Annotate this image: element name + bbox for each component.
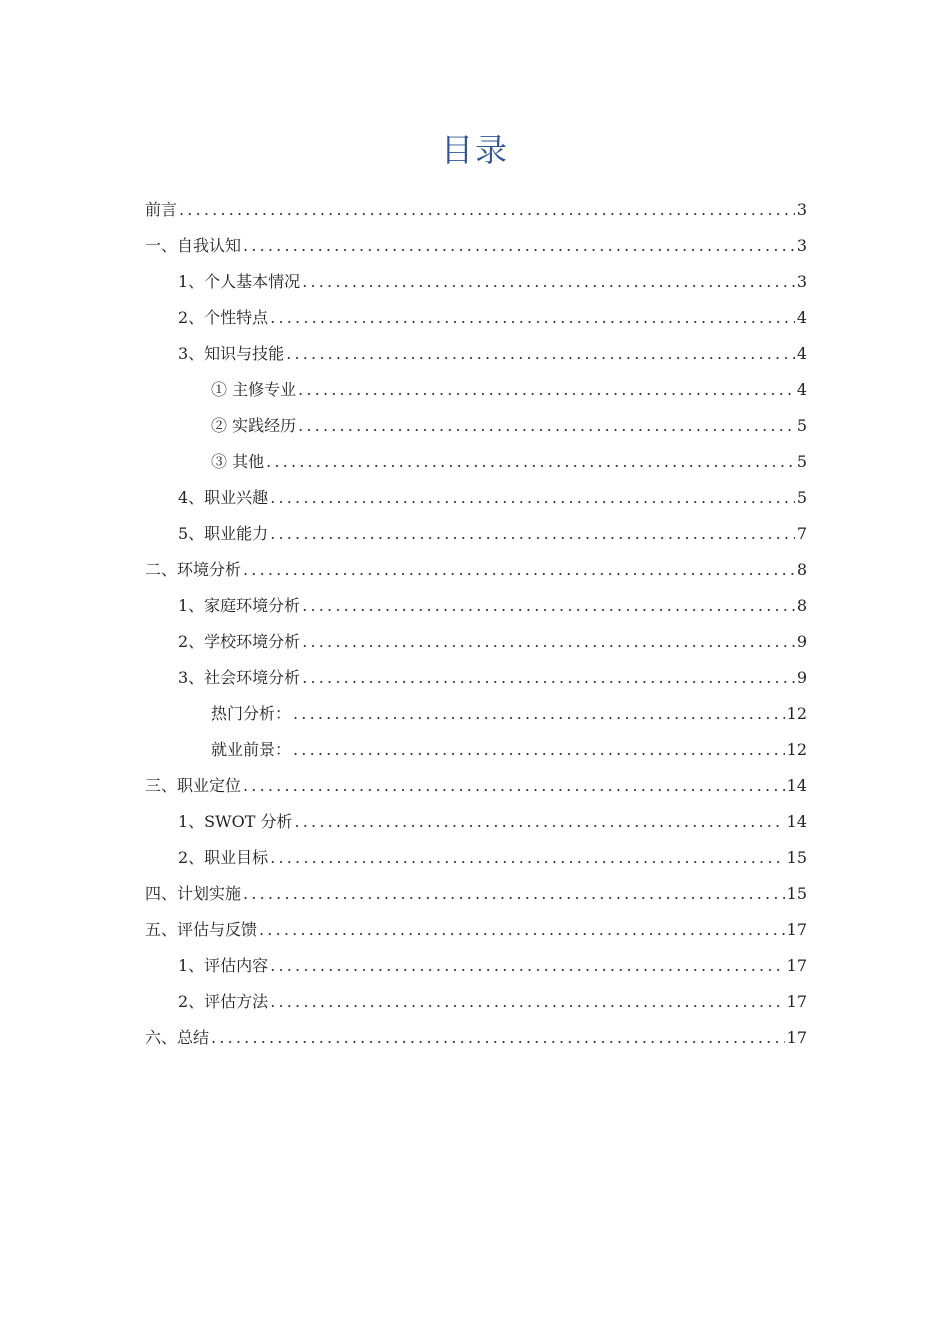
- toc-entry-hot-analysis[interactable]: [145, 694, 807, 730]
- toc-entry-personality[interactable]: [145, 298, 807, 334]
- toc-entry-label: ③ 其他: [211, 452, 265, 471]
- toc-dot-leader: [302, 272, 795, 292]
- toc-entry-evaluation-method[interactable]: [145, 982, 807, 1018]
- toc-dot-leader: [243, 776, 785, 796]
- toc-entry-family-environment[interactable]: [145, 586, 807, 622]
- toc-dot-leader: [286, 344, 795, 364]
- toc-page-number: 8: [796, 560, 807, 579]
- toc-page-number: 14: [786, 776, 807, 795]
- toc-dot-leader: [270, 956, 784, 976]
- toc-entry-label: 1、家庭环境分析: [178, 596, 301, 615]
- toc-entry-label: 3、知识与技能: [178, 344, 285, 363]
- toc-entry-label: 4、职业兴趣: [178, 488, 269, 507]
- toc-dot-leader: [259, 920, 785, 940]
- toc-page-number: 15: [786, 848, 807, 867]
- toc-entry-plan-implementation[interactable]: [145, 874, 807, 910]
- toc-entry-social-environment[interactable]: [145, 658, 807, 694]
- toc-dot-leader: [211, 1028, 785, 1048]
- toc-dot-leader: [302, 632, 795, 652]
- toc-entry-career-positioning[interactable]: [145, 766, 807, 802]
- toc-page-number: 3: [796, 200, 807, 219]
- toc-dot-leader: [302, 668, 795, 688]
- toc-page-number: 5: [796, 488, 807, 507]
- toc-entry-evaluation-content[interactable]: [145, 946, 807, 982]
- toc-entry-career-goal[interactable]: [145, 838, 807, 874]
- toc-entry-basic-info[interactable]: [145, 262, 807, 298]
- toc-page-number: 17: [786, 920, 807, 939]
- toc-page-number: 8: [796, 596, 807, 615]
- toc-page-number: 4: [796, 344, 807, 363]
- toc-entry-label: 五、评估与反馈: [145, 920, 258, 939]
- toc-entry-summary[interactable]: [145, 1018, 807, 1054]
- toc-entry-label: 三、职业定位: [145, 776, 242, 795]
- toc-page-number: 12: [786, 704, 807, 723]
- toc-dot-leader: [266, 452, 795, 472]
- toc-dot-leader: [298, 380, 795, 400]
- toc-entry-label: 2、个性特点: [178, 308, 269, 327]
- toc-page-number: 7: [796, 524, 807, 543]
- toc-page-number: 5: [796, 416, 807, 435]
- toc-dot-leader: [270, 308, 795, 328]
- toc-dot-leader: [302, 596, 795, 616]
- toc-entry-other[interactable]: [145, 442, 807, 478]
- toc-entry-label: 2、评估方法: [178, 992, 269, 1011]
- toc-entry-label: 1、评估内容: [178, 956, 269, 975]
- toc-entry-swot-analysis[interactable]: [145, 802, 807, 838]
- toc-dot-leader: [270, 524, 795, 544]
- toc-entry-major[interactable]: [145, 370, 807, 406]
- toc-entry-label: ② 实践经历: [211, 416, 297, 435]
- toc-dot-leader: [298, 416, 795, 436]
- toc-dot-leader: [243, 884, 785, 904]
- toc-dot-leader: [243, 560, 795, 580]
- toc-entry-label: 5、职业能力: [178, 524, 269, 543]
- toc-page-number: 3: [796, 272, 807, 291]
- toc-entry-label: 2、学校环境分析: [178, 632, 301, 651]
- toc-entry-label: 2、职业目标: [178, 848, 269, 867]
- toc-entry-label: 二、环境分析: [145, 560, 242, 579]
- toc-dot-leader: [270, 992, 784, 1012]
- toc-entry-self-awareness[interactable]: [145, 226, 807, 262]
- toc-dot-leader: [270, 848, 784, 868]
- toc-page-number: 4: [796, 380, 807, 399]
- toc-page-number: 4: [796, 308, 807, 327]
- toc-entry-label: 1、SWOT 分析: [178, 812, 293, 831]
- toc-entry-label: 热门分析：: [211, 704, 292, 723]
- toc-page-number: 17: [786, 1028, 807, 1047]
- toc-entry-knowledge-skills[interactable]: [145, 334, 807, 370]
- toc-page-number: 14: [786, 812, 807, 831]
- toc-dot-leader: [179, 200, 795, 220]
- toc-page-number: 15: [786, 884, 807, 903]
- toc-entry-label: ① 主修专业: [211, 380, 297, 399]
- toc-entry-evaluation-feedback[interactable]: [145, 910, 807, 946]
- toc-dot-leader: [294, 812, 784, 832]
- toc-entry-label: 1、个人基本情况: [178, 272, 301, 291]
- toc-page-number: 17: [786, 992, 807, 1011]
- toc-entry-label: 前言: [145, 200, 178, 219]
- toc-entry-label: 就业前景：: [211, 740, 292, 759]
- toc-entry-career-interest[interactable]: [145, 478, 807, 514]
- toc-page-number: 17: [786, 956, 807, 975]
- toc-page-number: 9: [796, 632, 807, 651]
- toc-entry-label: 一、自我认知: [145, 236, 242, 255]
- toc-entry-label: 六、总结: [145, 1028, 210, 1047]
- toc-page-number: 3: [796, 236, 807, 255]
- toc-page-number: 9: [796, 668, 807, 687]
- toc-entry-preface[interactable]: [145, 190, 807, 226]
- toc-dot-leader: [293, 740, 785, 760]
- toc-page-number: 12: [786, 740, 807, 759]
- toc-page-number: 5: [796, 452, 807, 471]
- toc-entry-practice[interactable]: [145, 406, 807, 442]
- table-of-contents: [145, 190, 807, 1054]
- toc-dot-leader: [293, 704, 785, 724]
- toc-entry-label: 四、计划实施: [145, 884, 242, 903]
- toc-entry-label: 3、社会环境分析: [178, 668, 301, 687]
- toc-entry-school-environment[interactable]: [145, 622, 807, 658]
- toc-dot-leader: [270, 488, 795, 508]
- toc-entry-career-ability[interactable]: [145, 514, 807, 550]
- page-title: 目录: [440, 131, 509, 169]
- toc-entry-environment-analysis[interactable]: [145, 550, 807, 586]
- toc-entry-employment-prospects[interactable]: [145, 730, 807, 766]
- toc-dot-leader: [243, 236, 795, 256]
